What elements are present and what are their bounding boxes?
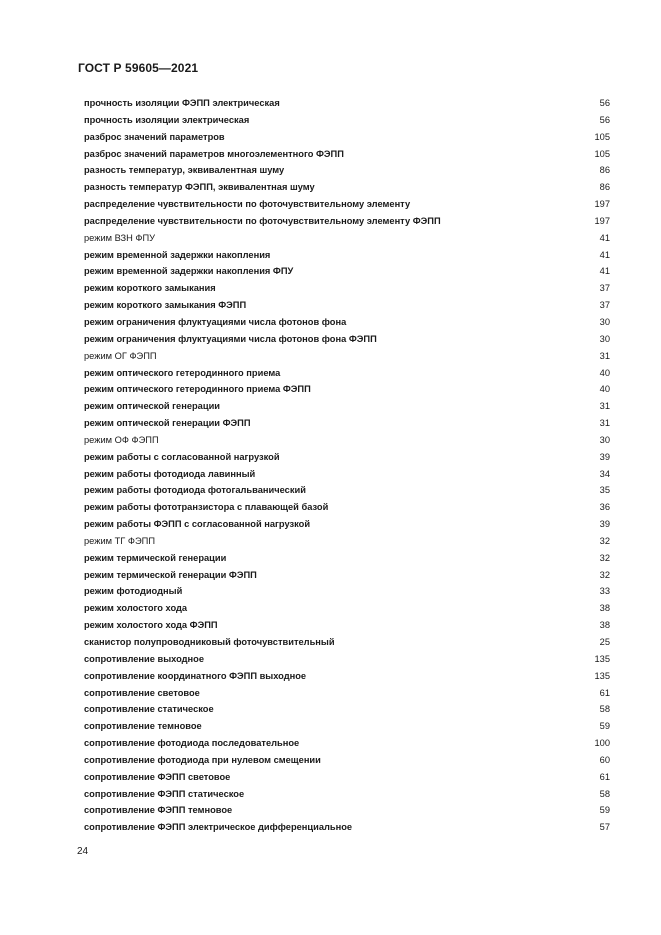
index-entry [84,584,610,601]
index-entry [84,399,610,416]
index-term: сопротивление статическое [84,704,214,715]
index-page-ref: 56 [599,114,610,125]
index-entry [84,298,610,315]
index-term: разность температур, эквивалентная шуму [84,165,285,176]
index-entry [84,652,610,669]
index-entry [84,147,610,164]
index-page-ref: 38 [599,603,610,614]
index-page-ref: 30 [599,316,610,327]
index-term: режим ТГ ФЭПП [84,535,156,546]
index-entry [84,803,610,820]
index-entry [84,130,610,147]
index-page-ref: 100 [594,738,610,749]
index-entry [84,483,610,500]
index-term: разброс значений параметров [84,131,225,142]
index-entry [84,517,610,534]
index-term: разброс значений параметров многоэлементного ФЭПП [84,148,344,159]
document-header: ГОСТ Р 59605—2021 [78,61,199,75]
index-page-ref: 56 [599,98,610,108]
index-term: режим работы с согласованной нагрузкой [84,451,280,462]
index-page-ref: 31 [599,350,610,361]
index-term: прочность изоляции электрическая [84,114,250,125]
index-page-ref: 39 [599,519,610,530]
index-term: режим ОГ ФЭПП [84,350,157,361]
index-page-ref: 41 [599,266,610,277]
index-page-ref: 57 [599,822,610,833]
index-entry [84,534,610,551]
index-entry [84,500,610,517]
index-page-ref: 31 [599,418,610,429]
index-page-ref: 58 [599,788,610,799]
index-list [84,96,610,837]
index-entry [84,618,610,635]
index-entry [84,96,610,113]
index-entry [84,231,610,248]
index-page-ref: 197 [594,199,610,210]
index-page-ref: 105 [594,131,610,142]
index-entry [84,113,610,130]
index-term: сканистор полупроводниковый фоточувствительный [84,637,335,647]
index-term: сопротивление ФЭПП световое [84,771,231,782]
index-page-ref: 25 [599,637,610,647]
index-page-ref: 32 [599,552,610,563]
index-page-ref: 105 [594,148,610,159]
index-term: режим работы фотодиода лавинный [84,468,256,479]
index-page-ref: 60 [599,754,610,765]
index-entry [84,568,610,585]
index-page-ref: 36 [599,502,610,513]
index-page-ref: 41 [599,249,610,260]
index-term: режим оптической генерации [84,401,221,412]
index-term: режим временной задержки накопления [84,249,271,260]
index-entry [84,248,610,265]
index-term: сопротивление темновое [84,721,202,732]
index-term: разность температур ФЭПП, эквивалентная шуму [84,182,315,193]
index-term: режим термической генерации ФЭПП [84,569,257,580]
index-term: сопротивление фотодиода при нулевом смещении [84,754,321,765]
index-entry [84,349,610,366]
index-term: распределение чувствительности по фоточувствительному элементу [84,199,411,210]
index-term: сопротивление координатного ФЭПП выходное [84,670,307,681]
index-page-ref: 33 [599,586,610,597]
index-term: прочность изоляции ФЭПП электрическая [84,98,280,108]
index-page-ref: 39 [599,451,610,462]
index-page-ref: 135 [594,653,610,664]
page-number: 24 [77,846,89,857]
index-entry [84,163,610,180]
index-entry [84,635,610,652]
index-entry [84,264,610,281]
index-page-ref: 37 [599,300,610,311]
index-term: сопротивление фотодиода последовательное [84,738,300,749]
index-page-ref: 58 [599,704,610,715]
index-term: сопротивление выходное [84,653,205,664]
index-page-ref: 61 [599,687,610,698]
index-term: режим термической генерации [84,552,227,563]
index-page-ref: 40 [599,367,610,378]
index-entry [84,753,610,770]
index-term: режим ОФ ФЭПП [84,434,159,445]
index-page-ref: 30 [599,434,610,445]
index-term: режим оптического гетеродинного приема ФЭПП [84,384,311,395]
index-page-ref: 86 [599,182,610,193]
index-term: режим оптического гетеродинного приема [84,367,281,378]
index-entry [84,669,610,686]
index-page-ref: 135 [594,670,610,681]
index-page-ref: 40 [599,384,610,395]
index-term: режим работы ФЭПП с согласованной нагрузкой [84,519,311,530]
index-entry [84,197,610,214]
index-page-ref: 32 [599,535,610,546]
index-entry [84,551,610,568]
index-term: режим короткого замыкания [84,283,216,294]
index-page-ref: 41 [599,232,610,243]
index-term: распределение чувствительности по фоточувствительному элементу ФЭПП [84,215,441,226]
index-term: сопротивление ФЭПП электрическое дифференциальное [84,822,353,833]
index-term: режим работы фототранзистора с плавающей базой [84,502,329,513]
index-entry [84,450,610,467]
index-entry [84,416,610,433]
index-entry [84,332,610,349]
index-entry [84,315,610,332]
index-term: сопротивление ФЭПП темновое [84,805,233,816]
index-term: режим ограничения флуктуациями числа фотонов фона ФЭПП [84,333,377,344]
index-term: режим холостого хода ФЭПП [84,620,218,631]
index-entry [84,787,610,804]
index-entry [84,180,610,197]
index-entry [84,820,610,837]
index-term: режим работы фотодиода фотогальванический [84,485,306,496]
index-page-ref: 31 [599,401,610,412]
index-entry [84,702,610,719]
index-entry [84,382,610,399]
index-entry [84,366,610,383]
index-term: режим временной задержки накопления ФПУ [84,266,294,277]
index-entry [84,686,610,703]
index-page-ref: 37 [599,283,610,294]
index-entry [84,281,610,298]
index-page-ref: 59 [599,721,610,732]
index-page-ref: 59 [599,805,610,816]
index-term: режим короткого замыкания ФЭПП [84,300,247,311]
index-entry [84,736,610,753]
index-term: режим ограничения флуктуациями числа фотонов фона [84,316,347,327]
index-page-ref: 197 [594,215,610,226]
index-entry [84,433,610,450]
index-page-ref: 30 [599,333,610,344]
index-page-ref: 35 [599,485,610,496]
index-term: режим холостого хода [84,603,188,614]
index-term: режим ВЗН ФПУ [84,232,156,243]
index-page-ref: 61 [599,771,610,782]
index-entry [84,719,610,736]
index-page-ref: 34 [599,468,610,479]
index-entry [84,467,610,484]
index-entry [84,601,610,618]
index-page-ref: 32 [599,569,610,580]
index-term: режим оптической генерации ФЭПП [84,418,251,429]
index-entry [84,214,610,231]
index-entry [84,770,610,787]
index-term: режим фотодиодный [84,586,183,597]
index-page-ref: 86 [599,165,610,176]
index-page-ref: 38 [599,620,610,631]
index-term: сопротивление световое [84,687,200,698]
index-term: сопротивление ФЭПП статическое [84,788,245,799]
